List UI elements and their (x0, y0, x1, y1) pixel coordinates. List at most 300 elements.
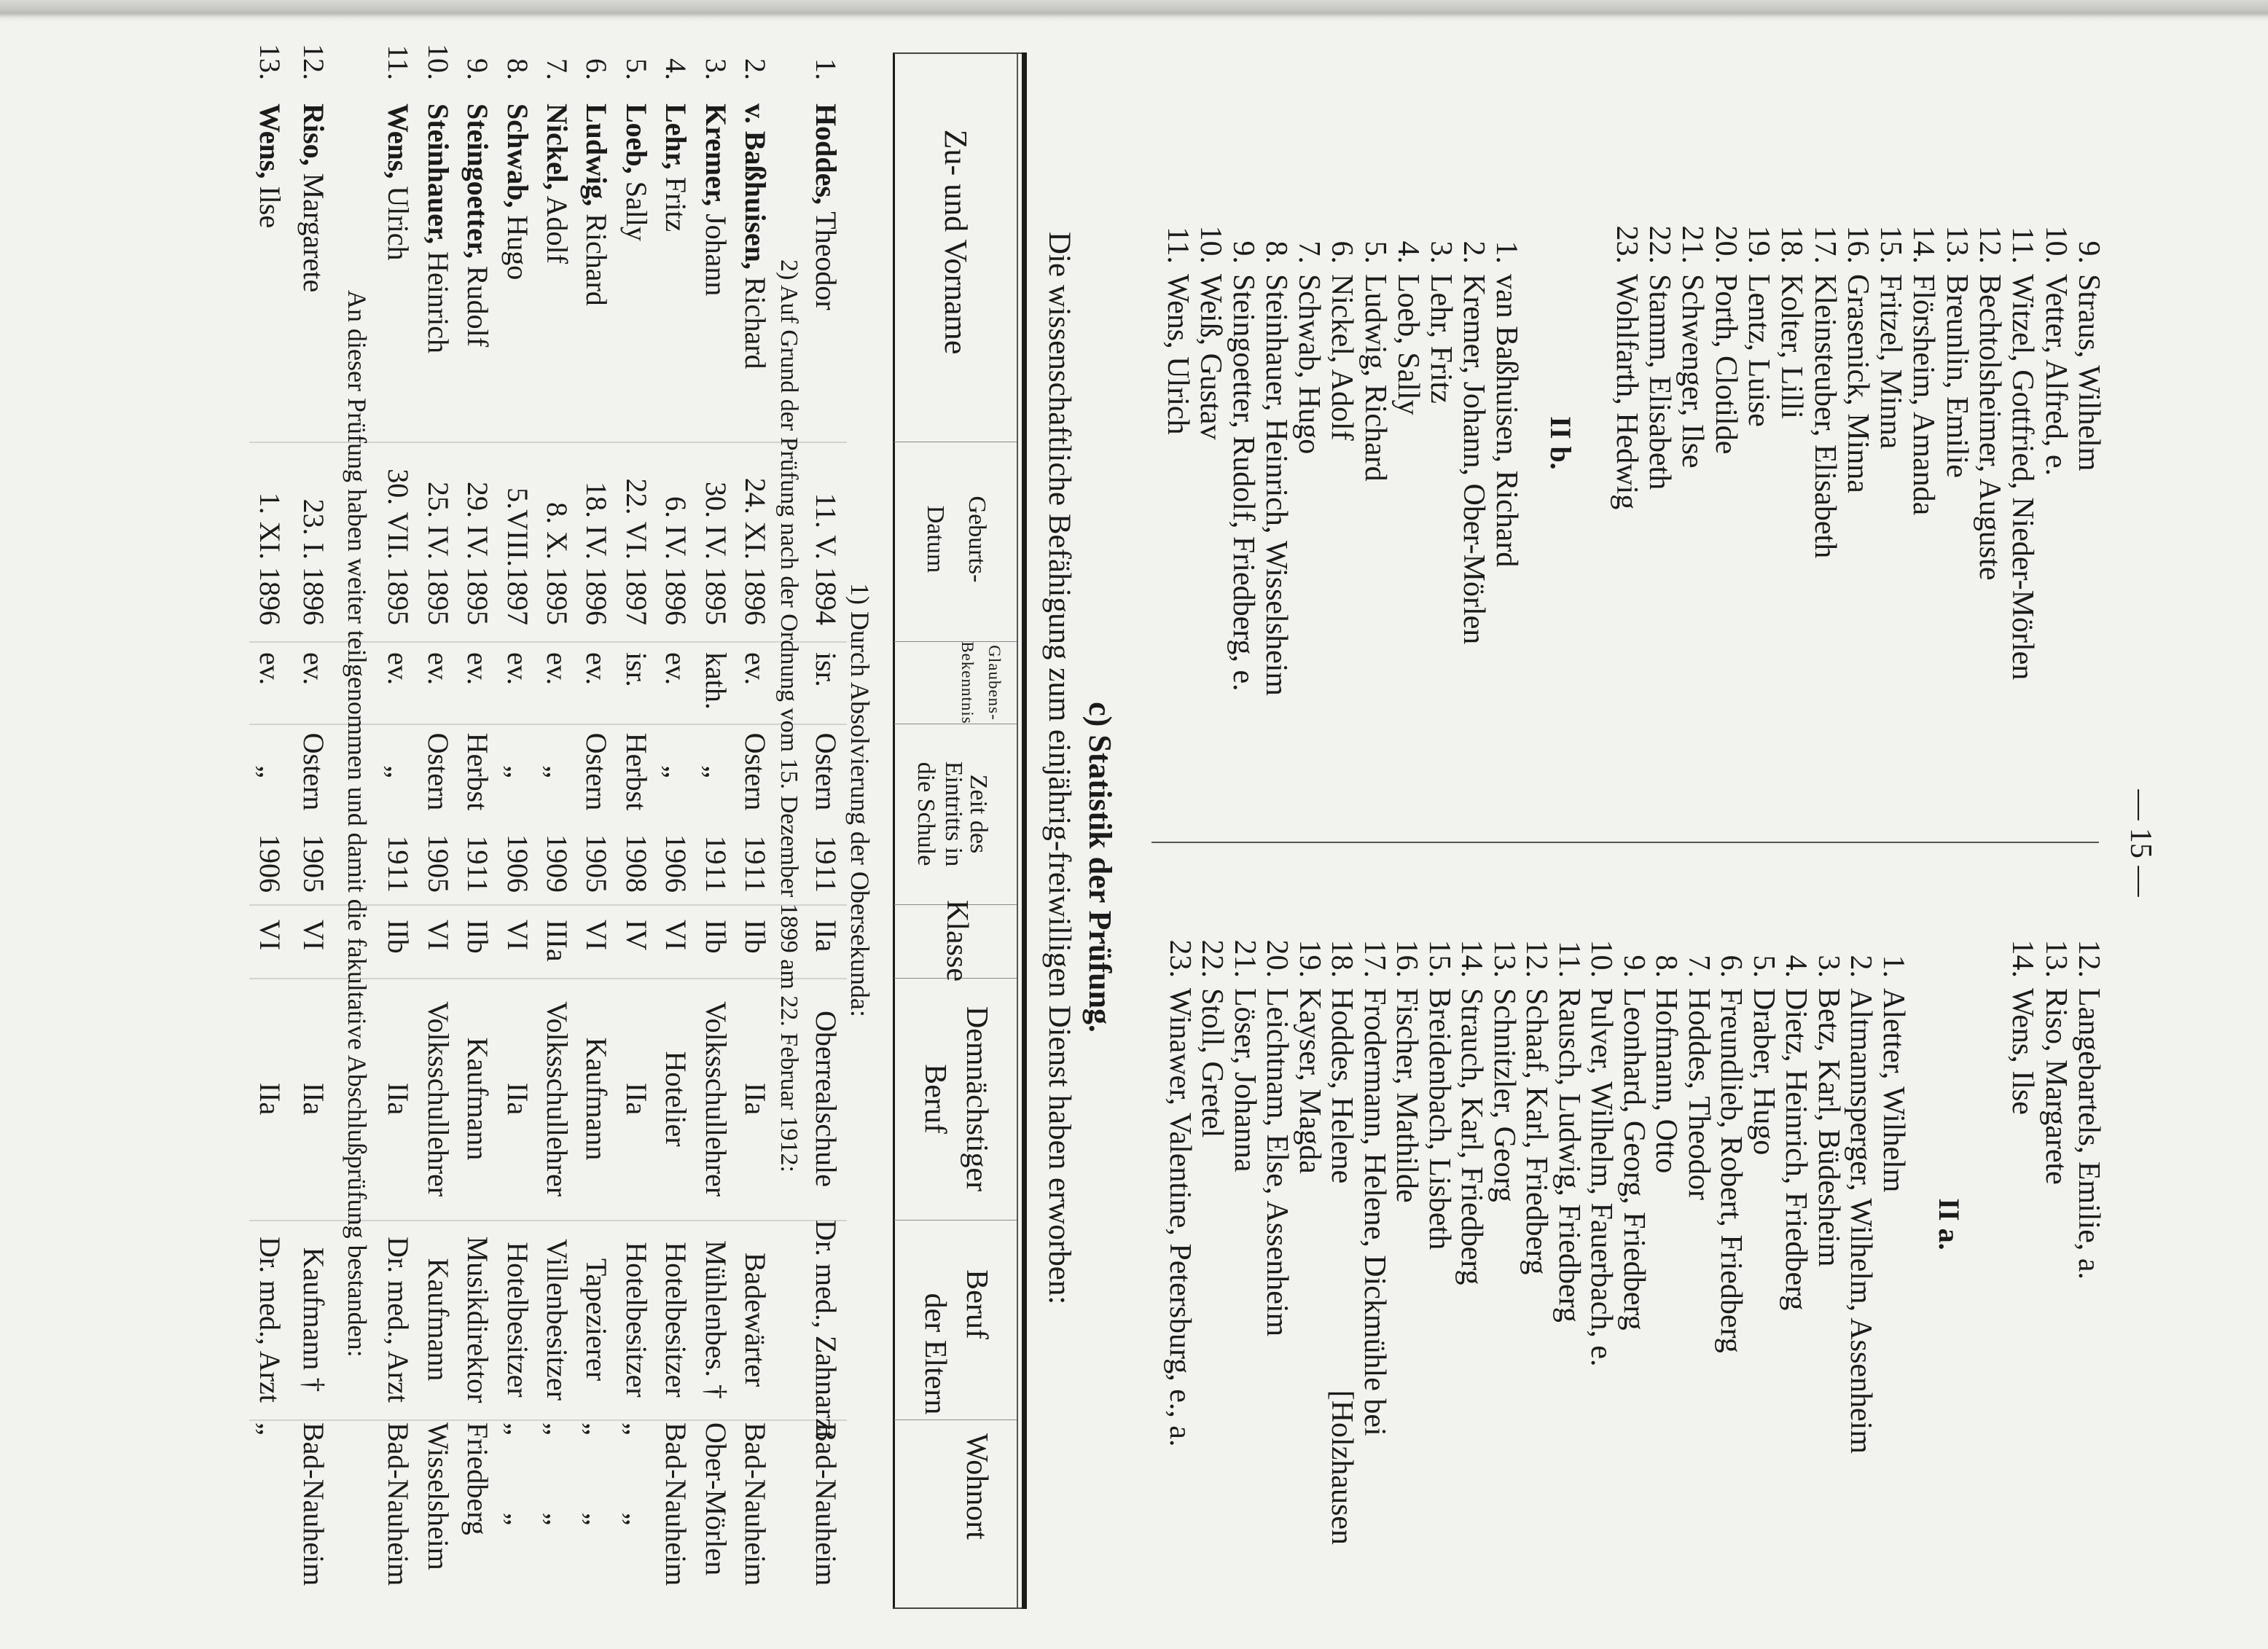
list-item-name: Freundlieb, Robert, Friedberg (1714, 988, 1748, 1353)
future-career: IIa (739, 1082, 772, 1116)
faith: ev. (580, 652, 614, 686)
student-name (806, 103, 845, 310)
list-item-name: Schnitzler, Georg (1487, 988, 1521, 1202)
parents-occupation: Musikdirektor (461, 1236, 495, 1403)
entry-year: 1905 (297, 834, 330, 893)
header-faith-1: Glaubens- (985, 645, 1004, 721)
list-item (1326, 925, 1359, 1545)
list-item (1747, 925, 1780, 1545)
parents-occupation: Hotelbesitzer (660, 1242, 693, 1398)
list-item-name: Ludwig, Richard (1358, 274, 1392, 482)
birth-date: 30. VII. 1895 (382, 469, 415, 625)
student-given-name: Ilse (254, 186, 286, 229)
list-item-name: Bechtolsheimer, Auguste (1973, 274, 2007, 581)
section-heading: c) Statistik der Prüfung. (1082, 702, 1118, 1033)
table-top-rule-thin (1017, 52, 1018, 1609)
faith: ev. (541, 652, 574, 686)
future-career: Volksschullehrer (699, 1000, 732, 1197)
parents-occupation: Dr. med., Arzt (254, 1237, 286, 1403)
list-item-name: Altmannsperger, Wilhelm, Assenheim (1844, 988, 1878, 1454)
list-item (1742, 211, 1775, 809)
list-item-number: 23. (1609, 225, 1643, 264)
list-item-name: Langebartels, Emilie, a. (2072, 988, 2105, 1280)
future-career: Oberrealschule (810, 1010, 842, 1188)
list-item (1163, 925, 1197, 1545)
list-item (1424, 211, 1458, 809)
table-right-edge (893, 1607, 1022, 1609)
student-given-name: Adolf (541, 195, 574, 264)
list-item (1423, 925, 1456, 1545)
future-career: IIa (501, 1082, 534, 1116)
class: IIb (461, 920, 495, 954)
list-item (1715, 925, 1748, 1545)
header-career-2: Beruf (918, 1064, 952, 1134)
student-name (250, 103, 289, 228)
list-item-name: Pulver, Wilhelm, Fauerbach, e. (1584, 988, 1619, 1367)
list-item-name: Wens, Ulrich (1161, 274, 1194, 435)
row-number: 9. (461, 58, 495, 80)
faith: ev. (297, 652, 330, 686)
list-item-number: 20. (1708, 225, 1743, 264)
page-number: — 15 — (2124, 789, 2157, 897)
birth-date: 1. XI. 1896 (254, 492, 286, 625)
student-surname: v. Baßhuisen, (739, 103, 772, 270)
list-item-number: 9. (2072, 240, 2105, 264)
entry-season: Herbst (619, 732, 653, 811)
class: IIb (739, 920, 772, 954)
future-career: IIa (297, 1082, 330, 1116)
entry-year: 1911 (810, 835, 842, 893)
entry-season: Ostern (810, 732, 842, 811)
list-item-place: [Holzhausen (1325, 1390, 1359, 1545)
table-note: 2) Auf Grund der Prüfung nach der Ordnung vom 15. Dezember 1899 am 22. Februar 1912: (775, 259, 802, 1172)
header-entry-3: die Schule (912, 761, 939, 866)
list-item (1292, 211, 1326, 809)
parents-occupation: Badewärter (739, 1252, 772, 1387)
row-number: 7. (541, 58, 574, 80)
class: VI (297, 920, 330, 951)
list-item (1196, 925, 1229, 1545)
future-career: Kaufmann (580, 1037, 614, 1161)
list-item-name: Fritzel, Minna (1874, 274, 1908, 450)
list-item-number: 4. (1779, 955, 1813, 978)
list-item-number: 2. (1844, 955, 1878, 978)
list-item-number: 22. (1643, 225, 1677, 264)
list-item (1487, 925, 1521, 1545)
student-given-name: Rudolf (461, 265, 495, 348)
list-item-name: Frodermann, Helene, Dickmühle bei (1358, 988, 1391, 1436)
list-item-number: 12. (1520, 939, 1554, 978)
header-entry-2: Eintritts in (940, 761, 967, 867)
birth-date: 25. IV. 1895 (421, 481, 455, 625)
student-name (656, 103, 695, 232)
residence: „ „ (501, 1422, 534, 1526)
class-heading-iia: II a. (1933, 1198, 1966, 1250)
residence: „ „ (541, 1422, 574, 1526)
entry-season: „ (254, 765, 286, 778)
list-item-number: 1. (1877, 955, 1910, 978)
parents-occupation: Tapezierer (580, 1258, 614, 1382)
student-name (378, 103, 418, 261)
student-name (294, 103, 333, 292)
list-item (1227, 211, 1260, 809)
faith: ev. (421, 652, 455, 686)
list-item (1391, 211, 1425, 809)
student-surname: Lehr, (660, 103, 693, 170)
birth-date: 22. VI. 1897 (619, 478, 653, 625)
list-item-name: Vetter, Alfred, e. (2038, 274, 2073, 477)
future-career: Kaufmann (461, 1037, 495, 1161)
list-item-number: 14. (1907, 225, 1941, 264)
entry-year: 1905 (421, 834, 455, 893)
list-item-number: 11. (1161, 227, 1194, 264)
class: IIa (810, 920, 842, 952)
list-item-number: 13. (1939, 225, 1974, 264)
header-column-divider (894, 1220, 1017, 1221)
birth-date: 18. IV. 1896 (580, 481, 614, 625)
list-item-number: 7. (1682, 955, 1716, 978)
row-number: 3. (699, 58, 732, 80)
birth-date: 8. X. 1895 (541, 502, 574, 625)
list-item-number: 8. (1649, 955, 1684, 978)
list-item-number: 17. (1807, 225, 1842, 264)
list-item-name: Flörsheim, Amanda (1907, 274, 1941, 516)
list-item-number: 12. (1973, 225, 2007, 264)
list-item-name: Winawer, Valentine, Petersburg, e., a. (1163, 988, 1197, 1447)
student-name (617, 103, 656, 241)
list-item-name: Leichtnam, Else, Assenheim (1260, 988, 1294, 1337)
birth-date: 29. IV. 1895 (461, 481, 495, 625)
list-item (2006, 925, 2039, 1545)
list-item-name: Hofmann, Otto (1649, 988, 1684, 1174)
list-item (1845, 925, 1878, 1545)
list-item (1841, 211, 1874, 809)
class: VI (580, 920, 614, 951)
list-item (1161, 211, 1194, 809)
class: IIb (699, 920, 732, 954)
list-item-name: Draber, Hugo (1747, 988, 1780, 1156)
class: IV (619, 920, 653, 951)
list-item-name: Wens, Ilse (2006, 988, 2040, 1115)
list-item-name: Schaaf, Karl, Friedberg (1520, 988, 1554, 1275)
row-number: 13. (254, 44, 286, 80)
list-item-name: Nickel, Adolf (1325, 274, 1359, 441)
list-item-name: Schwab, Hugo (1292, 274, 1326, 455)
list-item (2072, 211, 2105, 809)
faith: kath. (699, 652, 732, 710)
row-number: 12. (297, 44, 330, 80)
table-left-edge (893, 52, 1022, 54)
list-item (2006, 211, 2039, 809)
list-item (1973, 211, 2006, 809)
residence: Ober-Mörlen (699, 1422, 732, 1576)
student-surname: Hoddes, (810, 103, 842, 205)
future-career: IIa (382, 1082, 415, 1116)
list-item-name: Witzel, Gottfried, Nieder-Mörlen (2006, 274, 2040, 681)
list-item (2072, 925, 2105, 1545)
list-item-number: 6. (1325, 240, 1359, 264)
table-top-rule-thick (1022, 52, 1027, 1609)
list-item-number: 16. (1840, 225, 1874, 264)
list-item-name: van Baßhuisen, Richard (1490, 274, 1523, 568)
faith: ev. (461, 652, 495, 686)
entry-year: 1911 (382, 835, 415, 893)
list-item-number: 2. (1456, 240, 1490, 264)
faith: ev. (660, 652, 693, 686)
list-item-name: Grasenick, Minna (1840, 274, 1874, 493)
entry-year: 1911 (739, 835, 772, 893)
list-item (1775, 211, 1808, 809)
parents-occupation: Villenbesitzer (541, 1239, 574, 1401)
header-career-1: Demnächstiger (960, 1006, 993, 1192)
future-career: Volksschullehrer (541, 1000, 574, 1197)
list-item-name: Fischer, Mathilde (1390, 988, 1424, 1203)
parents-occupation: Hotelbesitzer (501, 1242, 534, 1398)
residence: Bad-Nauheim (297, 1422, 330, 1586)
list-item (1617, 925, 1651, 1545)
table-note: 1) Durch Absolvierung der Obersekunda: (845, 583, 875, 1017)
table-note: An dieser Prüfung haben weiter teilgenommen und damit die fakultative Abschlußprüfung bestanden: (343, 290, 372, 1358)
row-number: 2. (739, 58, 772, 80)
entry-year: 1908 (619, 834, 653, 893)
list-item (1643, 211, 1676, 809)
list-item (1682, 925, 1716, 1545)
residence: Bad-Nauheim (810, 1422, 842, 1586)
student-surname: Wens, (382, 103, 415, 179)
list-item-number: 12. (2072, 939, 2105, 978)
list-item-number: 5. (1358, 240, 1392, 264)
list-item-number: 20. (1260, 939, 1294, 978)
birth-date: 30. IV. 1895 (699, 481, 732, 625)
residence: „ (254, 1422, 286, 1435)
list-item-number: 4. (1391, 240, 1425, 264)
list-item-number: 19. (1742, 225, 1775, 264)
entry-season: Ostern (739, 732, 772, 811)
list-item (1358, 211, 1392, 809)
student-surname: Nickel, (541, 103, 574, 190)
parents-occupation: Mühlenbes. † (699, 1240, 732, 1399)
header-column-divider (894, 641, 1017, 642)
student-given-name: Margarete (297, 173, 330, 293)
student-name (498, 103, 537, 280)
entry-season: „ (501, 765, 534, 778)
list-item (1552, 925, 1586, 1545)
row-number: 11. (382, 44, 415, 80)
list-item (1261, 925, 1294, 1545)
parents-occupation: Dr. med., Arzt (382, 1237, 415, 1403)
header-faith-2: Bekenntnis (958, 641, 977, 724)
student-surname: Schwab, (501, 103, 534, 208)
list-item-number: 7. (1292, 240, 1326, 264)
list-item-number: 13. (2038, 939, 2073, 978)
faith: isr. (810, 652, 842, 687)
student-surname: Ludwig, (580, 103, 614, 207)
list-item-number: 5. (1747, 955, 1780, 978)
student-given-name: Sally (619, 181, 653, 241)
class-heading-iib: II b. (1544, 416, 1577, 470)
residence: Friedberg (461, 1422, 495, 1535)
list-item-name: Breunlin, Emilie (1939, 274, 1974, 478)
birth-date: 24. XI. 1896 (739, 477, 772, 625)
list-item-name: Kolter, Lilli (1775, 274, 1809, 419)
list-item (1675, 211, 1709, 809)
student-given-name: Ulrich (382, 186, 415, 261)
entry-season: „ (382, 765, 415, 778)
student-surname: Riso, (297, 103, 330, 166)
list-item (1585, 925, 1619, 1545)
list-item-number: 1. (1490, 240, 1523, 264)
student-surname: Loeb, (619, 103, 653, 174)
student-name (576, 103, 616, 306)
list-item-number: 3. (1423, 240, 1458, 264)
list-item (1808, 211, 1842, 809)
list-item-number: 15. (1423, 939, 1456, 978)
header-class: Klasse (940, 900, 974, 982)
class: VI (501, 920, 534, 951)
list-item (1326, 211, 1359, 809)
list-item-number: 14. (1455, 939, 1489, 978)
list-item-name: Stamm, Elisabeth (1643, 274, 1677, 490)
list-item (1391, 925, 1424, 1545)
list-item-number: 15. (1874, 225, 1908, 264)
class: VI (254, 920, 286, 951)
list-item-number: 3. (1812, 955, 1845, 978)
list-item (1457, 211, 1490, 809)
class: IIIa (541, 920, 574, 962)
entry-year: 1911 (461, 835, 495, 893)
list-item-number: 11. (1552, 941, 1586, 978)
list-item (1610, 211, 1643, 809)
class: VI (660, 920, 693, 951)
list-item (1259, 211, 1293, 809)
row-number: 8. (501, 58, 534, 80)
list-item (1780, 925, 1813, 1545)
column-divider (1151, 842, 2099, 843)
student-surname: Kremer, (699, 103, 732, 207)
list-item (1490, 211, 1523, 809)
student-given-name: Fritz (660, 176, 693, 232)
row-number: 1. (810, 58, 842, 80)
list-item-name: Schwenger, Ilse (1675, 274, 1710, 469)
row-number: 10. (421, 44, 455, 80)
body-column-divider (249, 1419, 847, 1421)
list-item-name: Steinhauer, Heinrich, Wisselsheim (1259, 274, 1294, 697)
entry-season: „ (660, 765, 693, 778)
student-name (696, 103, 735, 296)
student-given-name: Theodor (810, 211, 842, 310)
future-career: IIa (619, 1082, 653, 1116)
list-item-name: Lehr, Fritz (1423, 274, 1458, 404)
list-item-name: Betz, Karl, Büdesheim (1812, 988, 1845, 1267)
residence: Wisselsheim (421, 1422, 455, 1570)
parents-occupation: Hotelbesitzer (619, 1242, 653, 1398)
student-name (735, 103, 775, 369)
list-item (1812, 925, 1845, 1545)
list-item-name: Kleinsteuber, Elisabeth (1807, 274, 1842, 559)
list-item (1940, 211, 1974, 809)
list-item-name: Strauch, Karl, Friedberg (1455, 988, 1489, 1285)
student-surname: Wens, (254, 103, 286, 179)
parents-occupation: Kaufmann (421, 1258, 455, 1382)
parents-occupation: Dr. med., Zahnarzt (810, 1220, 842, 1439)
residence: Bad-Nauheim (660, 1422, 693, 1586)
residence: Bad-Nauheim (382, 1422, 415, 1586)
header-birth-2: Datum (922, 505, 949, 573)
entry-year: 1909 (541, 834, 574, 893)
faith: ev. (501, 652, 534, 686)
list-item (1907, 211, 1941, 809)
entry-year: 1906 (660, 834, 693, 893)
list-item-number: 21. (1675, 225, 1710, 264)
faith: ev. (382, 652, 415, 686)
list-item-name: Steingoetter, Rudolf, Friedberg, e. (1227, 274, 1261, 692)
list-item (1877, 925, 1910, 1545)
list-item-number: 9. (1227, 240, 1261, 264)
list-item-number: 16. (1390, 939, 1424, 978)
list-item-name: Löser, Johanna (1228, 988, 1262, 1172)
entry-season: Ostern (580, 732, 614, 811)
student-name (418, 103, 458, 353)
list-item (2039, 925, 2073, 1545)
list-item-number: 17. (1358, 939, 1391, 978)
list-item-name: Lentz, Luise (1742, 274, 1775, 427)
list-item (1520, 925, 1554, 1545)
list-item-name: Hoddes, Theodor (1682, 988, 1716, 1200)
student-given-name: Richard (739, 276, 772, 369)
parents-occupation: Kaufmann † (297, 1247, 330, 1393)
birth-date: 5.VIII.1897 (501, 487, 534, 625)
list-item-number: 19. (1293, 939, 1326, 978)
list-item-number: 22. (1195, 939, 1229, 978)
list-item-number: 10. (1194, 225, 1228, 264)
future-career: IIa (254, 1082, 286, 1116)
list-item-name: Loeb, Sally (1391, 274, 1425, 415)
student-surname: Steingoetter, (461, 103, 495, 259)
entry-season: Ostern (421, 732, 455, 811)
row-number: 5. (619, 58, 653, 80)
birth-date: 11. V. 1894 (810, 493, 842, 625)
residence: „ „ (580, 1422, 614, 1526)
birth-date: 6. IV. 1896 (660, 496, 693, 625)
entry-season: „ (699, 765, 732, 778)
list-item-name: Kayser, Magda (1293, 988, 1326, 1174)
header-name: Zu- und Vorname (938, 129, 974, 355)
header-entry-1: Zeit des (965, 774, 992, 854)
future-career: Volksschullehrer (421, 1000, 455, 1197)
list-item (1194, 211, 1227, 809)
row-number: 4. (660, 58, 693, 80)
list-item-number: 8. (1259, 240, 1294, 264)
row-number: 6. (580, 58, 614, 80)
list-item-name: Stoll, Gretel (1195, 988, 1229, 1138)
student-given-name: Heinrich (421, 251, 455, 353)
list-item-name: Weiß, Gustav (1194, 274, 1228, 440)
student-name (537, 103, 576, 264)
list-item-name: Leonhard, Georg, Friedberg (1617, 988, 1651, 1331)
student-given-name: Hugo (501, 215, 534, 281)
faith: isr. (619, 652, 653, 687)
entry-year: 1906 (501, 834, 534, 893)
entry-year: 1906 (254, 834, 286, 893)
list-item-name: Aletter, Wilhelm (1877, 988, 1910, 1193)
faith: ev. (739, 652, 772, 686)
entry-season: Herbst (461, 732, 495, 811)
list-item-name: Wohlfarth, Hedwig (1609, 274, 1643, 510)
class: IIb (382, 920, 415, 954)
future-career: Hotelier (660, 1051, 693, 1147)
entry-year: 1905 (580, 834, 614, 893)
list-item-name: Rausch, Ludwig, Friedberg (1552, 988, 1586, 1323)
